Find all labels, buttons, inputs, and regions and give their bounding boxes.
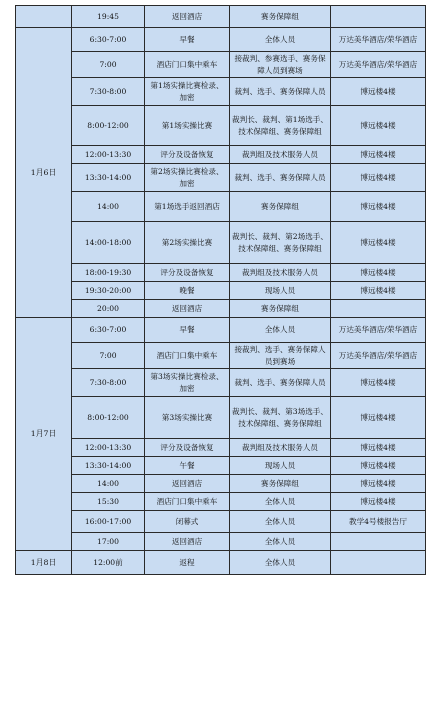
people-cell: 接裁判、选手、赛务保障人员到赛场 (230, 343, 331, 369)
time-cell: 16:00-17:00 (72, 511, 145, 533)
place-cell: 博远楼4楼 (331, 282, 426, 300)
place-cell: 万达美华酒店/荣华酒店 (331, 343, 426, 369)
activity-cell: 酒店门口集中乘车 (145, 343, 230, 369)
place-cell: 博远楼4楼 (331, 475, 426, 493)
activity-cell: 评分及设备恢复 (145, 146, 230, 164)
activity-cell: 闭幕式 (145, 511, 230, 533)
time-cell: 6:30-7:00 (72, 318, 145, 343)
place-cell: 万达美华酒店/荣华酒店 (331, 28, 426, 52)
place-cell (331, 533, 426, 551)
table-row (16, 457, 426, 475)
time-cell: 13:30-14:00 (72, 457, 145, 475)
people-cell: 裁判长、裁判、第1场选手、技术保障组、赛务保障组 (230, 106, 331, 146)
people-cell: 全体人员 (230, 551, 331, 575)
place-cell: 博远楼4楼 (331, 369, 426, 397)
people-cell: 裁判组及技术服务人员 (230, 146, 331, 164)
table-row (16, 6, 426, 28)
table-row (16, 343, 426, 369)
place-cell: 教学4号楼报告厅 (331, 511, 426, 533)
activity-cell: 早餐 (145, 318, 230, 343)
time-cell: 14:00 (72, 475, 145, 493)
activity-cell: 第1场实操比赛 (145, 106, 230, 146)
time-cell: 13:30-14:00 (72, 164, 145, 192)
activity-cell: 返回酒店 (145, 533, 230, 551)
date-cell: 1月6日 (16, 28, 72, 318)
table-row (16, 282, 426, 300)
activity-cell: 午餐 (145, 457, 230, 475)
table-row (16, 164, 426, 192)
people-cell: 裁判、选手、赛务保障人员 (230, 78, 331, 106)
time-cell: 7:00 (72, 52, 145, 78)
date-cell: 1月8日 (16, 551, 72, 575)
table-row (16, 28, 426, 52)
people-cell: 裁判、选手、赛务保障人员 (230, 164, 331, 192)
people-cell: 全体人员 (230, 318, 331, 343)
schedule-body (16, 6, 426, 575)
place-cell: 博远楼4楼 (331, 164, 426, 192)
time-cell: 19:30-20:00 (72, 282, 145, 300)
schedule-table (15, 5, 426, 575)
table-row (16, 106, 426, 146)
place-cell: 博远楼4楼 (331, 192, 426, 222)
place-cell: 博远楼4楼 (331, 493, 426, 511)
activity-cell: 第3场实操比赛 (145, 397, 230, 439)
time-cell: 19:45 (72, 6, 145, 28)
activity-cell: 第1场选手返回酒店 (145, 192, 230, 222)
date-cell: 1月7日 (16, 318, 72, 551)
time-cell: 20:00 (72, 300, 145, 318)
activity-cell: 第2场实操比赛检录、加密 (145, 164, 230, 192)
time-cell: 7:30-8:00 (72, 369, 145, 397)
activity-cell: 第2场实操比赛 (145, 222, 230, 264)
place-cell: 博远楼4楼 (331, 457, 426, 475)
time-cell: 8:00-12:00 (72, 397, 145, 439)
activity-cell: 返程 (145, 551, 230, 575)
place-cell (331, 551, 426, 575)
table-row (16, 493, 426, 511)
people-cell: 裁判长、裁判、第2场选手、技术保障组、赛务保障组 (230, 222, 331, 264)
time-cell: 12:00前 (72, 551, 145, 575)
table-row (16, 300, 426, 318)
time-cell: 14:00-18:00 (72, 222, 145, 264)
people-cell: 接裁判、参赛选手、赛务保障人员到赛场 (230, 52, 331, 78)
place-cell (331, 300, 426, 318)
table-row (16, 52, 426, 78)
activity-cell: 第3场实操比赛检录、加密 (145, 369, 230, 397)
time-cell: 7:30-8:00 (72, 78, 145, 106)
people-cell: 裁判组及技术服务人员 (230, 439, 331, 457)
activity-cell: 酒店门口集中乘车 (145, 493, 230, 511)
activity-cell: 返回酒店 (145, 6, 230, 28)
place-cell: 万达美华酒店/荣华酒店 (331, 318, 426, 343)
activity-cell: 第1场实操比赛检录、加密 (145, 78, 230, 106)
place-cell: 博远楼4楼 (331, 222, 426, 264)
activity-cell: 晚餐 (145, 282, 230, 300)
time-cell: 6:30-7:00 (72, 28, 145, 52)
place-cell: 博远楼4楼 (331, 78, 426, 106)
time-cell: 12:00-13:30 (72, 439, 145, 457)
activity-cell: 早餐 (145, 28, 230, 52)
people-cell: 裁判组及技术服务人员 (230, 264, 331, 282)
people-cell: 全体人员 (230, 533, 331, 551)
time-cell: 12:00-13:30 (72, 146, 145, 164)
table-row (16, 511, 426, 533)
table-row (16, 192, 426, 222)
people-cell: 赛务保障组 (230, 192, 331, 222)
people-cell: 全体人员 (230, 493, 331, 511)
people-cell: 全体人员 (230, 28, 331, 52)
activity-cell: 酒店门口集中乘车 (145, 52, 230, 78)
time-cell: 7:00 (72, 343, 145, 369)
time-cell: 17:00 (72, 533, 145, 551)
people-cell: 现场人员 (230, 282, 331, 300)
table-row (16, 78, 426, 106)
date-cell (16, 6, 72, 28)
activity-cell: 评分及设备恢复 (145, 439, 230, 457)
table-row (16, 318, 426, 343)
activity-cell: 评分及设备恢复 (145, 264, 230, 282)
table-row (16, 439, 426, 457)
people-cell: 赛务保障组 (230, 300, 331, 318)
people-cell: 赛务保障组 (230, 475, 331, 493)
place-cell: 博远楼4楼 (331, 439, 426, 457)
people-cell: 赛务保障组 (230, 6, 331, 28)
people-cell: 裁判、选手、赛务保障人员 (230, 369, 331, 397)
time-cell: 15:30 (72, 493, 145, 511)
activity-cell: 返回酒店 (145, 475, 230, 493)
activity-cell: 返回酒店 (145, 300, 230, 318)
place-cell: 博远楼4楼 (331, 146, 426, 164)
table-row (16, 369, 426, 397)
people-cell: 裁判长、裁判、第3场选手、技术保障组、赛务保障组 (230, 397, 331, 439)
time-cell: 14:00 (72, 192, 145, 222)
time-cell: 18:00-19:30 (72, 264, 145, 282)
table-row (16, 475, 426, 493)
people-cell: 现场人员 (230, 457, 331, 475)
place-cell: 博远楼4楼 (331, 397, 426, 439)
place-cell: 博远楼4楼 (331, 264, 426, 282)
place-cell (331, 6, 426, 28)
table-row (16, 146, 426, 164)
table-row (16, 533, 426, 551)
table-row (16, 551, 426, 575)
table-row (16, 264, 426, 282)
table-row (16, 397, 426, 439)
time-cell: 8:00-12:00 (72, 106, 145, 146)
place-cell: 万达美华酒店/荣华酒店 (331, 52, 426, 78)
table-row (16, 222, 426, 264)
people-cell: 全体人员 (230, 511, 331, 533)
place-cell: 博远楼4楼 (331, 106, 426, 146)
